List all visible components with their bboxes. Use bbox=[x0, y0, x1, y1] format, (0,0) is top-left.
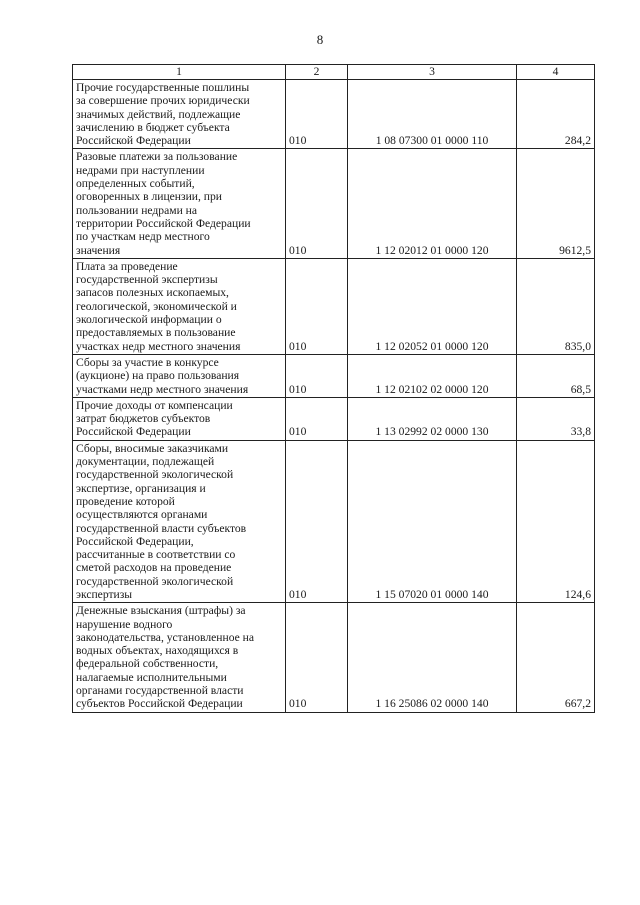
revenue-name-line: оговоренных в лицензии, при bbox=[76, 190, 222, 204]
revenue-name-line: предоставляемых в пользование bbox=[76, 326, 236, 340]
column-header-2: 2 bbox=[286, 65, 348, 80]
revenue-name-cell bbox=[73, 397, 286, 440]
revenue-name-line: водных объектах, находящихся в bbox=[76, 644, 239, 658]
revenue-name-cell bbox=[73, 440, 286, 603]
revenue-name-line: зачислению в бюджет субъекта bbox=[76, 120, 230, 134]
budget-classification-code-cell: 1 16 25086 02 0000 140 bbox=[348, 603, 517, 712]
revenue-name-line: экологической информации о bbox=[76, 313, 222, 327]
revenue-name-line: пользовании недрами на bbox=[76, 203, 198, 217]
revenue-name-cell bbox=[73, 80, 286, 149]
revenue-name-line: осуществляются органами bbox=[76, 508, 208, 522]
revenue-name-line: по участкам недр местного bbox=[76, 230, 210, 244]
revenue-name-line: Плата за проведение bbox=[76, 259, 178, 273]
revenue-name-line: нарушение водного bbox=[76, 617, 173, 631]
revenue-name-line: Российской Федерации bbox=[76, 425, 191, 439]
revenue-name-line: государственной экологической bbox=[76, 574, 234, 588]
amount-cell: 33,8 bbox=[517, 397, 595, 440]
revenue-name-line: (аукционе) на право пользования bbox=[76, 369, 240, 383]
budget-classification-code-cell: 1 13 02992 02 0000 130 bbox=[348, 397, 517, 440]
revenue-name-line: экспертизы bbox=[76, 587, 133, 601]
table-row bbox=[73, 258, 595, 354]
revenue-name-line: значимых действий, подлежащие bbox=[76, 107, 241, 121]
revenue-name-cell bbox=[73, 603, 286, 712]
amount-cell: 667,2 bbox=[517, 603, 595, 712]
revenue-name-cell bbox=[73, 258, 286, 354]
column-header-3: 3 bbox=[348, 65, 517, 80]
revenue-name-line: Прочие доходы от компенсации bbox=[76, 398, 233, 412]
revenue-name-line: Российской Федерации, bbox=[76, 534, 194, 548]
revenue-name-line: государственной власти субъектов bbox=[76, 521, 247, 535]
table-row bbox=[73, 354, 595, 397]
revenue-name-line: геологической, экономической и bbox=[76, 299, 237, 313]
amount-cell: 124,6 bbox=[517, 440, 595, 603]
amount-cell: 68,5 bbox=[517, 354, 595, 397]
admin-code-cell: 010 bbox=[286, 440, 348, 603]
revenue-name-line: экспертизе, организация и bbox=[76, 481, 206, 495]
amount-cell: 835,0 bbox=[517, 258, 595, 354]
revenue-name-cell bbox=[73, 149, 286, 258]
revenue-name-line: участками недр местного значения bbox=[76, 382, 249, 396]
revenue-name-line: рассчитанные в соответствии со bbox=[76, 548, 236, 562]
admin-code-cell: 010 bbox=[286, 149, 348, 258]
revenue-name-line: Денежные взыскания (штрафы) за bbox=[76, 604, 246, 618]
table-row bbox=[73, 440, 595, 603]
table-row bbox=[73, 397, 595, 440]
revenue-table bbox=[72, 64, 595, 713]
revenue-name-line: Прочие государственные пошлины bbox=[76, 81, 250, 94]
revenue-name-line: федеральной собственности, bbox=[76, 657, 219, 671]
budget-classification-code-cell: 1 15 07020 01 0000 140 bbox=[348, 440, 517, 603]
table-row bbox=[73, 149, 595, 258]
revenue-name-line: Российской Федерации bbox=[76, 134, 191, 148]
revenue-name-line: государственной экспертизы bbox=[76, 273, 218, 287]
revenue-name-line: сметой расходов на проведение bbox=[76, 561, 232, 575]
revenue-name-line: затрат бюджетов субъектов bbox=[76, 412, 211, 426]
admin-code-cell: 010 bbox=[286, 397, 348, 440]
revenue-name-line: запасов полезных ископаемых, bbox=[76, 286, 229, 300]
budget-classification-code-cell: 1 12 02012 01 0000 120 bbox=[348, 149, 517, 258]
revenue-name-line: проведение которой bbox=[76, 494, 175, 508]
admin-code-cell: 010 bbox=[286, 258, 348, 354]
admin-code-cell: 010 bbox=[286, 354, 348, 397]
revenue-name-cell bbox=[73, 354, 286, 397]
revenue-name-line: территории Российской Федерации bbox=[76, 216, 251, 230]
revenue-name-line: субъектов Российской Федерации bbox=[76, 697, 243, 711]
budget-classification-code-cell: 1 12 02102 02 0000 120 bbox=[348, 354, 517, 397]
budget-classification-code-cell: 1 12 02052 01 0000 120 bbox=[348, 258, 517, 354]
table-body bbox=[73, 80, 595, 713]
amount-cell: 9612,5 bbox=[517, 149, 595, 258]
column-header-1: 1 bbox=[73, 65, 286, 80]
revenue-name-line: Разовые платежи за пользование bbox=[76, 150, 238, 164]
revenue-name-line: законодательства, установленное на bbox=[76, 630, 255, 644]
admin-code-cell: 010 bbox=[286, 603, 348, 712]
revenue-name-line: значения bbox=[76, 243, 121, 257]
revenue-name-line: определенных событий, bbox=[76, 177, 195, 191]
revenue-name-line: налагаемые исполнительными bbox=[76, 670, 227, 684]
revenue-name-line: за совершение прочих юридически bbox=[76, 94, 250, 108]
column-header-4: 4 bbox=[517, 65, 595, 80]
amount-cell: 284,2 bbox=[517, 80, 595, 149]
table-header-row bbox=[73, 65, 595, 80]
page-number: 8 bbox=[316, 32, 324, 47]
revenue-name-line: государственной экологической bbox=[76, 468, 234, 482]
revenue-name-line: Сборы, вносимые заказчиками bbox=[76, 441, 229, 455]
revenue-name-line: Сборы за участие в конкурсе bbox=[76, 355, 219, 369]
table-row bbox=[73, 603, 595, 712]
revenue-name-line: недрами при наступлении bbox=[76, 163, 205, 177]
revenue-name-line: органами государственной власти bbox=[76, 684, 244, 698]
admin-code-cell: 010 bbox=[286, 80, 348, 149]
revenue-name-line: документации, подлежащей bbox=[76, 455, 215, 469]
revenue-name-line: участках недр местного значения bbox=[76, 339, 241, 353]
budget-classification-code-cell: 1 08 07300 01 0000 110 bbox=[348, 80, 517, 149]
table-row bbox=[73, 80, 595, 149]
